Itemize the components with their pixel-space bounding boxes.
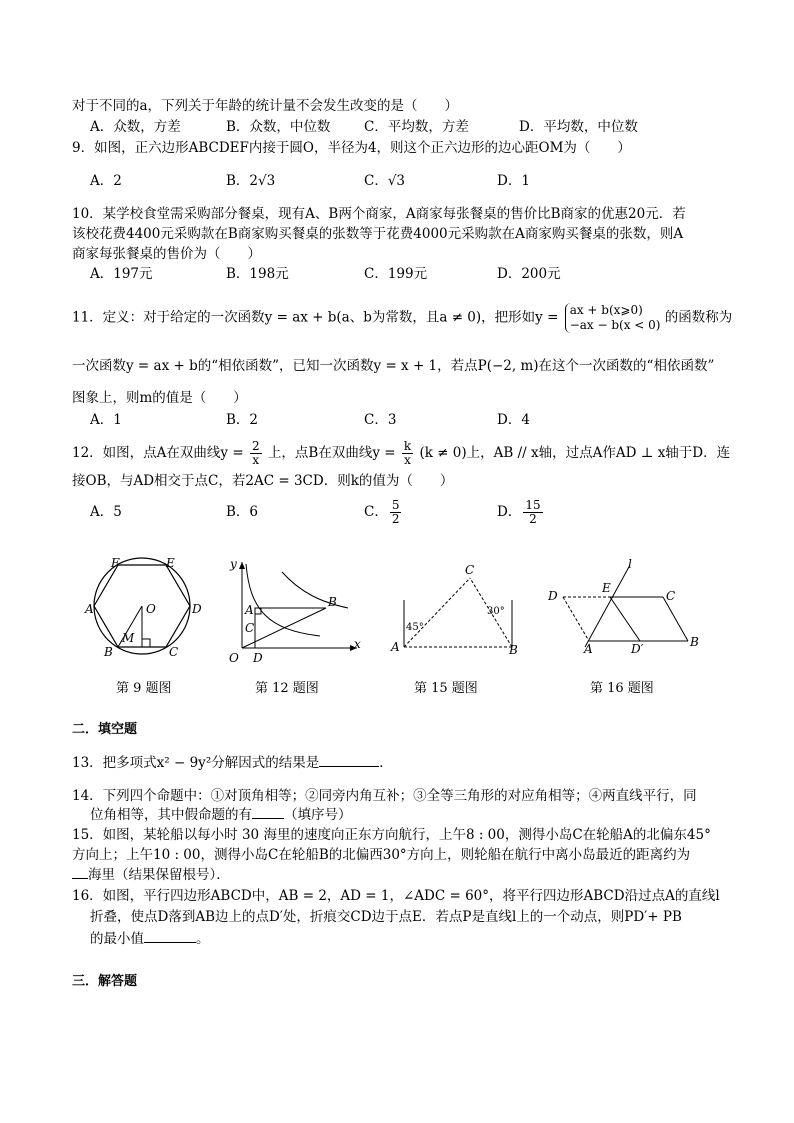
q12-option-c[interactable]: [364, 495, 403, 529]
f16-label-D: D: [548, 589, 558, 603]
q10-line3: 商家每张餐桌的售价为（ ）: [72, 246, 261, 262]
f15-label-B: B: [509, 643, 518, 657]
q12-fraction-2-over-x: [250, 440, 262, 467]
f9-label-F: F: [111, 556, 120, 570]
f9-label-O: O: [146, 602, 156, 616]
q10-option-a[interactable]: A．197元: [90, 266, 153, 282]
q14-line2: [90, 806, 352, 824]
q13-answer-blank[interactable]: [319, 766, 379, 767]
q11-line1: [72, 303, 732, 333]
q10-line1: 10．某学校食堂需采购部分餐桌，现有A、B两个商家，A商家每张餐桌的售价比B商家的优惠20元．若: [72, 206, 686, 222]
q11-option-a[interactable]: A．1: [90, 412, 122, 428]
q12-line1c: (k ≠ 0)上，AB // x轴，过点A作AD ⊥ x轴于D．连: [419, 445, 731, 461]
q16-answer-blank[interactable]: [144, 942, 196, 943]
q12-f2-num: k: [403, 439, 412, 453]
f12-label-C: C: [245, 621, 255, 635]
q12-d-num: 15: [525, 498, 541, 512]
f16-label-l: l: [628, 557, 632, 571]
q12-option-c-label: C．: [364, 504, 388, 520]
caption-fig12: 第 12 题图: [255, 681, 319, 696]
q12-option-d-label: D．: [497, 504, 522, 520]
f9-label-A: A: [85, 602, 94, 616]
q15-end: 海里（结果保留根号）．: [88, 867, 230, 883]
f16-label-E: E: [602, 581, 611, 595]
q12-d-den: 2: [529, 512, 537, 526]
q12-line2: 接OB，与AD相交于点C，若2AC = 3CD．则k的值为（ ）: [72, 473, 454, 489]
q16-text: 的最小值: [90, 931, 144, 947]
q12-line1a: 12．如图，点A在双曲线y =: [72, 445, 244, 461]
q10-option-c[interactable]: C．199元: [364, 266, 428, 282]
f12-label-A: A: [245, 603, 254, 617]
q13-line: [72, 754, 393, 772]
q10-option-d[interactable]: D．200元: [497, 266, 561, 282]
q11-option-d[interactable]: D．4: [497, 412, 530, 428]
f15-label-C: C: [465, 563, 475, 577]
f9-label-C: C: [169, 645, 179, 659]
q16-line1: 16．如图，平行四边形ABCD中，AB = 2，AD = 1，∠ADC = 60°，将平行四边形ABCD沿过点A的直线l: [72, 888, 720, 904]
f12-label-x: x: [354, 637, 361, 651]
f12-label-B: B: [328, 595, 337, 609]
q10-line2: 该校花费4400元采购款在B商家购买餐桌的张数等于花费4000元采购款在A商家购买餐桌的张数，则A: [72, 226, 684, 242]
figure-16-parallelogram: [547, 557, 699, 656]
f9-label-E: E: [166, 556, 175, 570]
q16-line3: [90, 930, 210, 948]
q15-line2: 方向上；上午10 : 00，测得小岛C在轮船B的北偏西30°方向上，则轮船在航行中离小岛最近的距离约为: [72, 847, 691, 863]
q11-option-c[interactable]: C．3: [364, 412, 397, 428]
q11-case1: ax + b(x⩾0): [569, 303, 643, 317]
q12-option-a[interactable]: A．5: [90, 504, 122, 520]
q8-stem: 对于不同的a，下列关于年龄的统计量不会发生改变的是（ ）: [72, 98, 459, 114]
f15-angle-45: 45°: [406, 622, 424, 633]
q12-option-b[interactable]: B．6: [226, 504, 259, 520]
f15-angle-30: 30°: [487, 606, 505, 617]
q12-f1-num: 2: [251, 439, 260, 453]
q11-case2: −ax − b(x < 0): [569, 318, 661, 332]
f9-label-B: B: [104, 645, 113, 659]
q16-end: 。: [196, 931, 210, 947]
figures-row: [0, 550, 794, 670]
f15-label-A: A: [391, 640, 400, 654]
f12-label-D: D: [253, 651, 263, 665]
q12-line1: [72, 440, 730, 467]
q8-option-a[interactable]: A．众数，方差: [90, 119, 181, 135]
f16-label-Dprime: D′: [631, 642, 644, 656]
q12-option-d[interactable]: [497, 495, 545, 529]
q9-stem: 9．如图，正六边形ABCDEF内接于圆O，半径为4，则这个正六边形的边心距OM为（ ）: [72, 140, 631, 156]
q14-hint: （填序号）: [284, 807, 352, 823]
q15-answer-blank[interactable]: [72, 878, 88, 879]
f16-label-B: B: [690, 635, 699, 649]
q15-line3: [72, 866, 230, 884]
figure-15-ship: [390, 563, 518, 657]
q12-option-d-frac: [523, 499, 542, 526]
q11-line1b: 的函数称为: [664, 309, 733, 326]
section-2-title: 二．填空题: [72, 722, 138, 737]
figure-9-hexagon: [84, 556, 202, 659]
q11-line1a: 11．定义：对于给定的一次函数y = ax + b(a、b为常数，且a ≠ 0)，把形如y =: [72, 309, 559, 326]
q14-line1: 14．下列四个命题中：①对顶角相等；②同旁内角互补；③全等三角形的对应角相等；④两直线平行，同: [72, 788, 697, 804]
section-3-title: 三．解答题: [72, 974, 138, 989]
q9-option-c[interactable]: C．√3: [364, 173, 406, 189]
q12-c-num: 5: [391, 498, 400, 512]
q15-line1: 15．如图，某轮船以每小时 30 海里的速度向正东方向航行，上午8 : 00，测得小岛C在轮船A的北偏东45°: [72, 827, 711, 843]
q9-option-a[interactable]: A．2: [90, 173, 122, 189]
f12-label-y: y: [230, 557, 237, 571]
q8-option-b[interactable]: B．众数，中位数: [226, 119, 331, 135]
q14-answer-blank[interactable]: [252, 818, 284, 819]
q11-line2: 一次函数y = ax + b的“相依函数”，已知一次函数y = x + 1，若点P(−2, m)在这个一次函数的“相依函数”: [72, 358, 715, 374]
q13-end: ．: [379, 755, 393, 771]
caption-fig9: 第 9 题图: [116, 681, 172, 696]
q8-option-d[interactable]: D．平均数，中位数: [519, 119, 638, 135]
q12-f1-den: x: [252, 453, 260, 467]
f9-label-D: D: [192, 602, 202, 616]
q8-option-c[interactable]: C．平均数，方差: [364, 119, 469, 135]
f9-label-M: M: [122, 631, 135, 645]
q10-option-b[interactable]: B．198元: [226, 266, 289, 282]
q11-line3: 图象上，则m的值是（ ）: [72, 390, 247, 406]
figure-12-hyperbola: [229, 557, 361, 665]
q11-option-b[interactable]: B．2: [226, 412, 259, 428]
q11-piecewise: [565, 303, 661, 333]
q9-option-b[interactable]: B．2√3: [226, 173, 276, 189]
caption-fig16: 第 16 题图: [590, 681, 654, 696]
q12-c-den: 2: [391, 512, 400, 526]
q16-line2: 折叠，使点D落到AB边上的点D′处，折痕交CD边于点E．若点P是直线l上的一个动点，则PD′+ PB: [90, 909, 682, 925]
q12-line1b: 上，点B在双曲线y =: [267, 445, 396, 461]
q12-f2-den: x: [404, 453, 411, 467]
f16-label-A: A: [584, 642, 593, 656]
q14-text: 位角相等，其中假命题的有: [90, 807, 252, 823]
f16-label-C: C: [666, 589, 676, 603]
q12-option-c-frac: [390, 499, 402, 526]
caption-fig15: 第 15 题图: [414, 681, 478, 696]
q12-fraction-k-over-x: [402, 440, 413, 467]
q9-option-d[interactable]: D．1: [497, 173, 530, 189]
f12-label-O: O: [229, 651, 239, 665]
q13-text: 13．把多项式x² − 9y²分解因式的结果是: [72, 755, 320, 771]
